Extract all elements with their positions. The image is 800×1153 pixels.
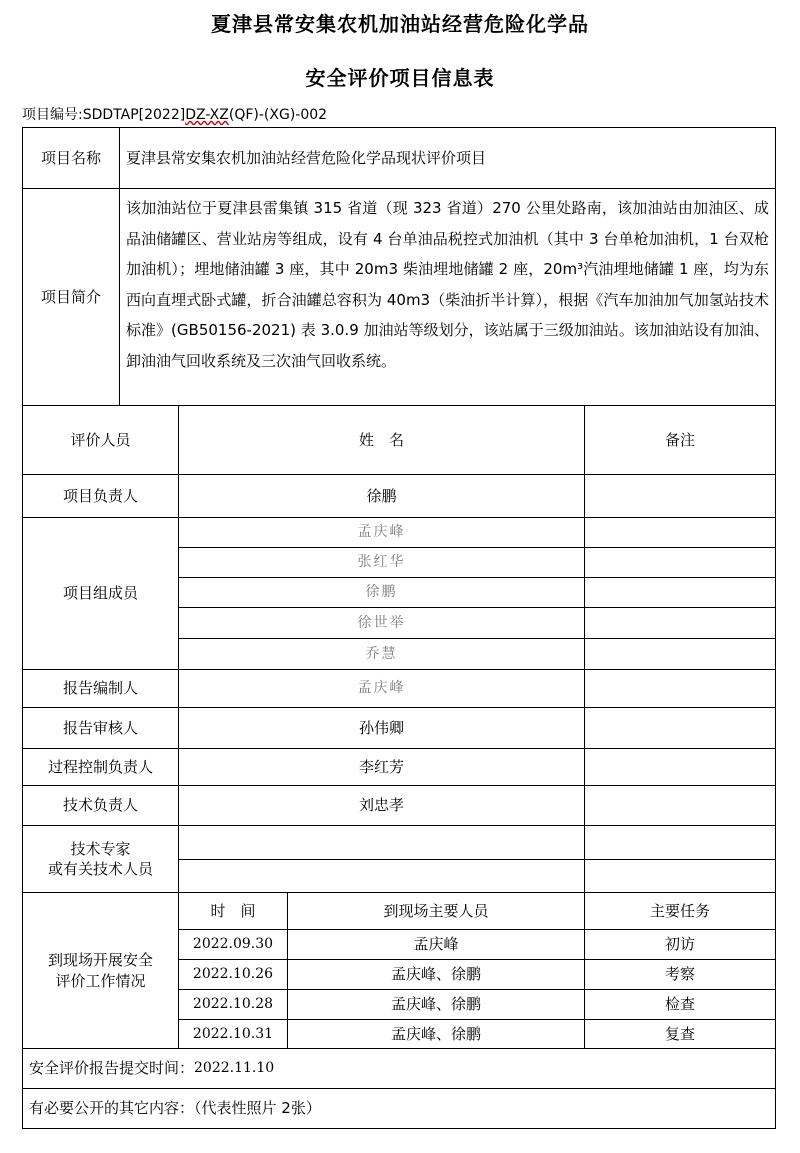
visit-date: 2022.09.30 [178, 929, 288, 960]
visit-task: 检查 [584, 989, 776, 1020]
report-submit-row [22, 1048, 776, 1089]
document-title: 夏津县常安集农机加油站经营危险化学品 [211, 12, 589, 36]
reviewer-label: 报告审核人 [22, 707, 179, 749]
tech-lead-name: 刘忠孝 [178, 785, 585, 826]
project-number-part-b: DZ-XZ [185, 107, 229, 123]
visit-people: 孟庆峰、徐鹏 [287, 989, 585, 1020]
project-number [22, 104, 327, 124]
leader-label: 项目负责人 [22, 474, 179, 518]
visit-date: 2022.10.31 [178, 1019, 288, 1049]
member-name: 孟庆峰 [178, 517, 585, 548]
author-name: 孟庆峰 [178, 669, 585, 708]
process-name: 李红芳 [178, 748, 585, 786]
col-header-task: 主要任务 [584, 892, 776, 930]
visit-date: 2022.10.28 [178, 989, 288, 1020]
visit-people: 孟庆峰 [287, 929, 585, 960]
site-visit-label-line2: 评价工作情况 [55, 971, 146, 990]
leader-note [584, 474, 776, 518]
member-note [584, 607, 776, 639]
member-name: 徐鹏 [178, 577, 585, 608]
experts-label [22, 825, 179, 893]
tech-lead-label: 技术负责人 [22, 785, 179, 826]
author-label: 报告编制人 [22, 669, 179, 708]
member-note [584, 547, 776, 578]
project-number-part-c: (QF)-(XG)-002 [228, 107, 328, 123]
project-number-part-a: SDDTAP[2022] [82, 107, 186, 123]
visit-people: 孟庆峰、徐鹏 [287, 1019, 585, 1049]
member-note [584, 517, 776, 548]
project-intro-label: 项目简介 [22, 188, 120, 406]
member-note [584, 577, 776, 608]
report-submit-label: 安全评价报告提交时间： [29, 1059, 195, 1078]
col-header-name: 姓 名 [178, 405, 585, 475]
col-header-people: 到现场主要人员 [287, 892, 585, 930]
visit-task: 初访 [584, 929, 776, 960]
member-name: 徐世举 [178, 607, 585, 639]
experts-label-line2: 或有关技术人员 [47, 860, 153, 878]
site-visit-label-line1: 到现场开展安全 [47, 951, 153, 970]
reviewer-name: 孙伟卿 [178, 707, 585, 749]
visit-task: 考察 [584, 959, 776, 990]
project-name-label: 项目名称 [22, 127, 120, 189]
tech-lead-note [584, 785, 776, 826]
expert-name [178, 859, 585, 893]
process-note [584, 748, 776, 786]
author-note [584, 669, 776, 708]
document-subtitle: 安全评价项目信息表 [305, 66, 495, 90]
visit-people: 孟庆峰、徐鹏 [287, 959, 585, 990]
process-label: 过程控制负责人 [22, 748, 179, 786]
leader-name: 徐鹏 [178, 474, 585, 518]
member-note [584, 638, 776, 670]
other-content: 有必要公开的其它内容：（代表性照片 2张） [22, 1088, 776, 1129]
visit-task: 复查 [584, 1019, 776, 1049]
project-number-label: 项目编号: [22, 107, 83, 123]
member-name: 乔慧 [178, 638, 585, 670]
col-header-note: 备注 [584, 405, 776, 475]
expert-note [584, 825, 776, 860]
members-label: 项目组成员 [22, 517, 179, 670]
col-header-role: 评价人员 [22, 405, 179, 475]
project-intro-text: 该加油站位于夏津县雷集镇 315 省道（现 323 省道）270 公里处路南，该加油站由加油区、成品油储罐区、营业站房等组成，设有 4 台单油品税控式加油机（其中 3 台单枪加油机，1 台双枪加油机）；埋地储油罐 3 座，其中 20m3 柴油埋地储罐 2 座，20m³汽油埋地储罐 1 座，均为东西向直埋式卧式罐，折合油罐总容积为 40m3（柴油折半计算），根据《汽车加油加气加氢站技术标准》(GB50156-2021) 表 3.0.9 加油站等级划分，该站属于三级加油站。该加油站设有加油、卸油油气回收系统及三次油气回收系统。 [119, 188, 776, 406]
expert-note [584, 859, 776, 893]
project-name-value: 夏津县常安集农机加油站经营危险化学品现状评价项目 [119, 127, 776, 189]
report-submit-date: 2022.11.10 [194, 1060, 275, 1077]
col-header-time: 时 间 [178, 892, 288, 930]
visit-date: 2022.10.26 [178, 959, 288, 990]
reviewer-note [584, 707, 776, 749]
experts-label-line1: 技术专家 [70, 839, 131, 858]
member-name: 张红华 [178, 547, 585, 578]
site-visit-label [22, 892, 179, 1049]
expert-name [178, 825, 585, 860]
